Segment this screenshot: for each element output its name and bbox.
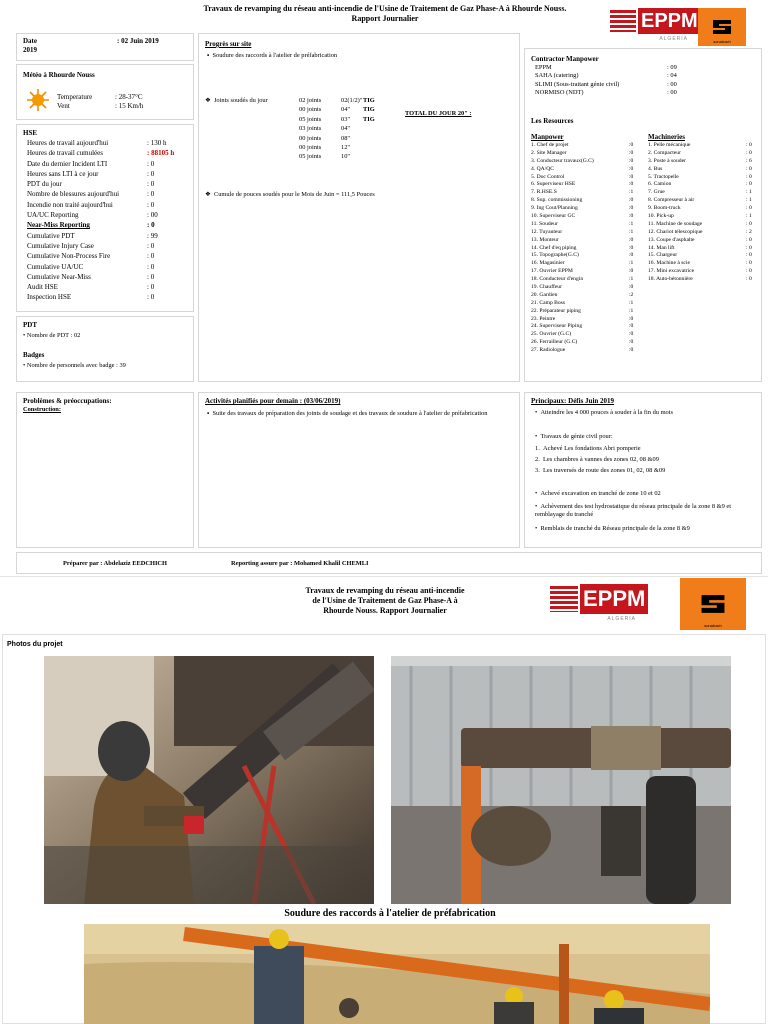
joint-count: 00 joints: [299, 134, 322, 142]
contractor-value: : 04: [667, 72, 677, 80]
machinery-name: 12. Chariot télescopique: [648, 228, 703, 235]
joint-method: TIG: [363, 106, 375, 114]
joint-count: 00 joints: [299, 106, 322, 114]
machinery-row: [648, 213, 756, 221]
joint-row: [299, 144, 429, 153]
manpower-value: :0: [629, 205, 634, 212]
manpower-row: [531, 284, 639, 292]
machinery-value: : 1: [746, 189, 752, 196]
machinery-name: 8. Compresseur à air: [648, 197, 695, 204]
machinery-row: [648, 166, 756, 174]
sonatrach-logo: sonatrach: [698, 8, 746, 46]
manpower-name: 22. Préparateur piping: [531, 307, 581, 314]
joint-row: [299, 125, 429, 134]
machinery-name: 6. Camion: [648, 181, 672, 188]
manpower-row: [531, 268, 639, 276]
manpower-row: [531, 260, 639, 268]
manpower-row: [531, 189, 639, 197]
photos-panel: Photos du projet: [2, 634, 766, 1024]
contractor-name: NORMISO (NDT): [535, 89, 584, 97]
joint-size: 10": [341, 153, 350, 161]
hse-row: [27, 211, 192, 221]
date-box: Date : 02 Juin 2019 2019: [16, 33, 194, 61]
footer-box: Préparer par : Abdelaziz EEDCHICH Reporting assure par : Mohamed Khalil CHEMLI: [16, 552, 762, 574]
manpower-name: 21. Camp Boss: [531, 299, 566, 306]
joint-count: 05 joints: [299, 115, 322, 123]
contractor-row: [535, 72, 755, 80]
joint-row: [299, 97, 429, 106]
joint-size: 04": [341, 106, 350, 114]
hse-value: : 88105 h: [147, 149, 175, 158]
hse-label: Cumulative Non-Process Fire: [27, 252, 111, 261]
machinery-row: [648, 205, 756, 213]
machinery-value: : 0: [746, 276, 752, 283]
hse-list: [27, 139, 192, 304]
machinery-value: : 0: [746, 268, 752, 275]
pdt-count: Nombre de PDT : 02: [26, 332, 81, 339]
machinery-row: [648, 260, 756, 268]
machinery-name: 4. Bus: [648, 165, 663, 172]
manpower-row: [531, 347, 639, 355]
machinery-row: [648, 197, 756, 205]
manpower-row: [531, 197, 639, 205]
planned-bullet: Suite des travaux de préparation des joints de soudage et des travaux de soudure à l'atelier de préfabrication: [212, 410, 488, 417]
manpower-name: 3. Conducteur travaux(G.C): [531, 157, 594, 164]
manpower-name: 27. Radiologue: [531, 347, 566, 354]
machinery-row: [648, 252, 756, 260]
resources-box: Contractor Manpower EPPM : 09 SAHA (catering) : 04 SLIMI (Sous-traitant génie civil) : 00 NORMISO (NDT) : 00 Les Resources Manpower Machineries 1. Chef de projet :0 2. Site Manager :0 3. Conducteur travaux(G.C) :0 4. QA/QC :0 5. Doc Control :0 6. Superviseur HSE :0 7. R.HSE.S :1 8. Sup. commissioning :0 9. Ing Cout/Planning :0 10. Superviseur GC :0 11. Soudeur :1 12. Tuyauteur :1 13. Monteur :0 14. Chef d'eq piping :0 15. Topographe(G.C) :0 16. Magasinier :1 17. Ouvrier EPPM :0 18. Conducteur d'engin :1 19. Chauffeur :0 20. Gardien :2 21. Camp Boss :1 22. Préparateur piping :1 23. Peintre :0 24. Superviseur Piping :0 25. Ouvrier (G.C) :0 26. Ferrailleur (G.C) :0 27. Radiologue :0 1. Pelle mécanique : 0 2. Compacteur : 0 3. Poste à souder : 6 4. Bus : 0 5. Tractopelle : 0 6. Camion : 0 7. Grue : 1 8. Compresseur à air : 1 9. Boom-truck : 0 10. Pick-up : 1 11. Machine de soudage : 0 12. Chariot télescopique : 2 13. Coupe d'asphalte : 0 14. Man lift : 0 15. Chargeur : 0 16. Machine à scie : 0 17. Mini excavatrice : 0 18. Auto-bétonnière : 0: [524, 48, 762, 382]
hse-label: Heures sans LTI à ce jour: [27, 169, 99, 178]
manpower-name: 14. Chef d'eq piping: [531, 244, 577, 251]
hse-label: Cumulative UA/UC: [27, 262, 84, 271]
machinery-row: [648, 189, 756, 197]
hse-value: : 0: [147, 283, 155, 292]
machinery-row: [648, 221, 756, 229]
manpower-name: 5. Doc Control: [531, 173, 565, 180]
machinery-row: [648, 150, 756, 158]
machinery-value: : 0: [746, 260, 752, 267]
machinery-name: 11. Machine de soudage: [648, 220, 703, 227]
machinery-name: 15. Chargeur: [648, 252, 678, 259]
machinery-name: 9. Boom-truck: [648, 205, 681, 212]
contractor-row: [535, 64, 755, 72]
hse-label: PDT du jour: [27, 180, 62, 189]
manpower-row: [531, 300, 639, 308]
manpower-value: :0: [629, 284, 634, 291]
joint-method: TIG: [363, 115, 375, 123]
badge-count: Nombre de personnels avec badge : 39: [26, 362, 126, 369]
manpower-name: 11. Soudeur: [531, 220, 558, 227]
joints-list: [299, 97, 429, 163]
manpower-value: :0: [629, 323, 634, 330]
hse-label: Date du dernier Incident LTI: [27, 159, 108, 168]
joint-row: [299, 153, 429, 162]
machinery-name: 18. Auto-bétonnière: [648, 276, 693, 283]
manpower-list: [531, 142, 639, 355]
manpower-name: 13. Monteur: [531, 236, 559, 243]
progress-box: Progrès sur site ▪ Soudure des raccords à l'atelier de préfabrication ❖ Joints soudés du jour 02 joints 02(1/2)" TIG 00 joints 04" TIG 05 joints 03" TIG 03 joints 04" 00 joints 08" 00 joints 12" 05 joints 10" TOTAL DU JOUR 20" : ❖ Cumule de pouces soudés pour le Mois de Juin = 111,5 Pouces: [198, 33, 520, 382]
machinery-row: [648, 174, 756, 182]
planned-box: Activités planifiés pour demain : (03/06/2019) ▪ Suite des travaux de préparation des joints de soudage et des travaux de soudure à l'atelier de préfabrication: [198, 392, 520, 548]
machinery-value: : 0: [746, 142, 752, 148]
joint-method: TIG: [363, 97, 375, 104]
hse-value: : 99: [147, 231, 158, 240]
machinery-value: : 0: [746, 220, 752, 227]
machinery-name: 17. Mini excavatrice: [648, 268, 695, 275]
cumul-text: Cumule de pouces soudés pour le Mois de Juin = 111,5 Pouces: [213, 191, 375, 198]
hse-label: Nombre de blessures aujourd'hui: [27, 190, 120, 199]
manpower-row: [531, 205, 639, 213]
hse-box: HSE Heures de travail aujourd'hui : 130 h Heures de travail cumulées : 88105 h Date du dernier Incident LTI : 0 Heures sans LTI à ce jour : 0 PDT du jour : 0 Nombre de blessures aujourd'hui : 0 Incendie non traité aujourd'hui : 0 UA/UC Reporting : 00 Near-Miss Reporting : 0 Cumulative PDT : 99 Cumulative Injury Case : 0 Cumulative Non-Process Fire : 0 Cumulative UA/UC : 0 Cumulative Near-Miss : 0 Audit HSE : 0 Inspection HSE : 0: [16, 124, 194, 312]
hse-row: [27, 221, 192, 231]
manpower-value: :1: [629, 276, 634, 283]
machinery-value: : 2: [746, 228, 752, 235]
hse-row: [27, 242, 192, 252]
manpower-row: [531, 174, 639, 182]
manpower-name: 2. Site Manager: [531, 149, 567, 156]
manpower-value: :0: [629, 157, 634, 164]
manpower-value: :1: [629, 220, 634, 227]
machinery-value: : 6: [746, 157, 752, 164]
manpower-name: 15. Topographe(G.C): [531, 252, 579, 259]
hse-row: [27, 149, 192, 159]
manpower-name: 19. Chauffeur: [531, 284, 562, 291]
contractor-value: : 00: [667, 89, 677, 97]
hse-row: [27, 201, 192, 211]
machinery-name: 14. Man lift: [648, 244, 675, 251]
machinery-value: : 0: [746, 165, 752, 172]
hse-value: : 0: [147, 262, 155, 271]
manpower-row: [531, 158, 639, 166]
manpower-row: [531, 308, 639, 316]
joint-row: [299, 135, 429, 144]
sonatrach-logo-page2: sonatrach: [680, 578, 746, 630]
manpower-name: 18. Conducteur d'engin: [531, 276, 584, 283]
machinery-name: 5. Tractopelle: [648, 173, 679, 180]
manpower-row: [531, 276, 639, 284]
machinery-name: 13. Coupe d'asphalte: [648, 236, 695, 243]
manpower-name: 23. Peintre: [531, 315, 556, 322]
manpower-name: 4. QA/QC: [531, 165, 554, 172]
machinery-value: : 0: [746, 244, 752, 251]
contractor-list: [535, 64, 755, 98]
problems-box: Problèmes & préoccupations: Construction:: [16, 392, 194, 548]
machinery-value: : 0: [746, 173, 752, 180]
machinery-name: 1. Pelle mécanique: [648, 142, 691, 148]
manpower-name: 24. Superviseur Piping: [531, 323, 583, 330]
manpower-value: :0: [629, 149, 634, 156]
joint-size: 04": [341, 125, 350, 133]
hse-label: Incendie non traité aujourd'hui: [27, 200, 113, 209]
manpower-name: 20. Gardien: [531, 291, 558, 298]
machinery-value: : 0: [746, 205, 752, 212]
manpower-row: [531, 339, 639, 347]
hse-label: Heures de travail cumulées: [27, 149, 103, 158]
hse-value: : 130 h: [147, 139, 167, 147]
hse-value: : 0: [147, 241, 155, 250]
manpower-value: :0: [629, 213, 634, 220]
photo-trench: [84, 924, 710, 1024]
manpower-value: :0: [629, 339, 634, 346]
manpower-value: :0: [629, 244, 634, 251]
hse-row: [27, 283, 192, 293]
manpower-name: 16. Magasinier: [531, 260, 565, 267]
manpower-value: :1: [629, 228, 634, 235]
contractor-value: : 00: [667, 80, 677, 88]
machinery-value: : 0: [746, 236, 752, 243]
machinery-row: [648, 142, 756, 150]
meteo-box: Météo à Rhourde Nouss Temperature : 28-37°C Vent : 15 Km/h: [16, 64, 194, 120]
manpower-value: :1: [629, 260, 634, 267]
progress-bullet: Soudure des raccords à l'atelier de préfabrication: [212, 52, 338, 59]
contractor-name: SAHA (catering): [535, 72, 579, 80]
joint-size: 03": [341, 115, 350, 123]
manpower-name: 26. Ferrailleur (G.C): [531, 339, 578, 346]
machinery-row: [648, 245, 756, 253]
hse-label: Audit HSE: [27, 283, 58, 292]
hse-row: [27, 139, 192, 149]
hse-row: [27, 170, 192, 180]
manpower-name: 12. Tuyauteur: [531, 228, 563, 235]
photo-welder: [44, 656, 374, 904]
machinery-row: [648, 181, 756, 189]
hse-row: [27, 252, 192, 262]
contractor-row: [535, 81, 755, 89]
joint-size: 02(1/2)": [341, 97, 363, 104]
contractor-value: : 09: [667, 64, 677, 71]
pdt-box: PDT • Nombre de PDT : 02 Badges • Nombre de personnels avec badge : 39: [16, 316, 194, 382]
hse-row: [27, 293, 192, 303]
machinery-name: 2. Compacteur: [648, 149, 681, 156]
manpower-name: 1. Chef de projet: [531, 142, 569, 148]
manpower-name: 17. Ouvrier EPPM: [531, 268, 573, 275]
joint-size: 08": [341, 134, 350, 142]
manpower-value: :2: [629, 291, 634, 298]
manpower-name: 8. Sup. commissioning: [531, 197, 583, 204]
hse-value: : 0: [147, 200, 155, 209]
manpower-row: [531, 229, 639, 237]
manpower-value: :0: [629, 173, 634, 180]
hse-value: : 0: [147, 272, 155, 281]
machinery-value: : 1: [746, 213, 752, 220]
manpower-value: :0: [629, 181, 634, 188]
manpower-row: [531, 237, 639, 245]
manpower-name: 25. Ouvrier (G.C): [531, 331, 572, 338]
hse-label: Cumulative PDT: [27, 231, 75, 240]
manpower-row: [531, 150, 639, 158]
hse-row: [27, 263, 192, 273]
eppm-logo: EPPM ALGERIA: [610, 8, 688, 34]
machinery-row: [648, 229, 756, 237]
photo-pipe-assembly: [391, 656, 731, 904]
manpower-name: 6. Superviseur HSE: [531, 181, 576, 188]
joint-count: 02 joints: [299, 97, 322, 104]
manpower-value: :0: [629, 236, 634, 243]
machinery-value: : 1: [746, 197, 752, 204]
machinery-row: [648, 237, 756, 245]
hse-label: Cumulative Injury Case: [27, 241, 94, 250]
manpower-row: [531, 166, 639, 174]
hse-value: : 0: [147, 169, 155, 178]
joint-count: 03 joints: [299, 125, 322, 133]
manpower-value: :0: [629, 315, 634, 322]
machinery-row: [648, 268, 756, 276]
machinery-value: : 0: [746, 149, 752, 156]
contractor-row: [535, 89, 755, 97]
hse-value: : 0: [147, 190, 155, 199]
hse-value: : 0: [147, 180, 155, 189]
manpower-value: :1: [629, 299, 634, 306]
hse-row: [27, 190, 192, 200]
hse-label: Near-Miss Reporting: [27, 221, 90, 230]
hse-value: : 0: [147, 221, 155, 230]
machinery-value: : 0: [746, 252, 752, 259]
hse-label: Cumulative Near-Miss: [27, 272, 91, 281]
machinery-value: : 0: [746, 181, 752, 188]
manpower-value: :0: [629, 142, 634, 148]
joint-count: 00 joints: [299, 143, 322, 151]
principaux-box: Principaux: Défis Juin 2019 • Atteindre les 4 000 pouces à souder à la fin du mois • Travaux de génie civil pour: 1. Achevé Les fondations Abri pomperie 2. Les chambres à vannes des zones 02, 08 &09 3. Les traversés de route des zones 01, 02, 08 &09 • Achevé excavation en tranché de zone 10 et 02 • Achèvement des test hydrostatique du réseau principale de la zone 8 &9 et remblayage du tranché • Remblais de tranché du Réseau principale de la zone 8 &9: [524, 392, 762, 548]
machinery-list: [648, 142, 756, 284]
hse-label: Inspection HSE: [27, 293, 72, 302]
joint-count: 05 joints: [299, 153, 322, 161]
manpower-row: [531, 213, 639, 221]
machinery-name: 7. Grue: [648, 189, 665, 196]
hse-value: : 0: [147, 252, 155, 261]
hse-label: Heures de travail aujourd'hui: [27, 139, 109, 147]
manpower-row: [531, 181, 639, 189]
machinery-row: [648, 276, 756, 284]
hse-row: [27, 232, 192, 242]
hse-row: [27, 180, 192, 190]
machinery-name: 3. Poste à souder: [648, 157, 686, 164]
manpower-value: :0: [629, 331, 634, 338]
manpower-value: :0: [629, 165, 634, 172]
machinery-row: [648, 158, 756, 166]
report-title: Travaux de revamping du réseau anti-incendie de l'Usine de Traitement de Gaz Phase-A à Rhourde Nouss. Rapport Journalier: [203, 4, 567, 23]
manpower-row: [531, 292, 639, 300]
manpower-value: :0: [629, 347, 634, 354]
manpower-row: [531, 252, 639, 260]
hse-row: [27, 160, 192, 170]
hse-value: : 0: [147, 293, 155, 302]
manpower-value: :1: [629, 307, 634, 314]
hse-label: UA/UC Reporting: [27, 211, 79, 220]
contractor-name: SLIMI (Sous-traitant génie civil): [535, 80, 620, 88]
machinery-name: 16. Machine à scie: [648, 260, 690, 267]
sun-icon: [27, 89, 49, 111]
manpower-value: :1: [629, 189, 634, 196]
page2-title: Travaux de revamping du réseau anti-incendie de l'Usine de Traitement de Gaz Phase-A à Rhourde Nouss. Rapport Journalier: [305, 586, 465, 615]
machinery-name: 10. Pick-up: [648, 213, 674, 220]
manpower-row: [531, 316, 639, 324]
hse-value: : 0: [147, 159, 155, 168]
manpower-value: :0: [629, 197, 634, 204]
hse-value: : 00: [147, 211, 158, 220]
manpower-name: 9. Ing Cout/Planning: [531, 205, 578, 212]
total-of-day: TOTAL DU JOUR 20" :: [405, 110, 472, 117]
joint-size: 12": [341, 143, 350, 151]
manpower-row: [531, 142, 639, 150]
contractor-name: EPPM: [535, 64, 552, 71]
hse-row: [27, 273, 192, 283]
manpower-name: 10. Superviseur GC: [531, 213, 576, 220]
eppm-logo-page2: EPPM ALGERIA: [550, 584, 636, 614]
manpower-row: [531, 221, 639, 229]
manpower-name: 7. R.HSE.S: [531, 189, 557, 196]
manpower-value: :0: [629, 252, 634, 259]
photo-caption: Soudure des raccords à l'atelier de préfabrication: [284, 908, 496, 919]
manpower-value: :0: [629, 268, 634, 275]
